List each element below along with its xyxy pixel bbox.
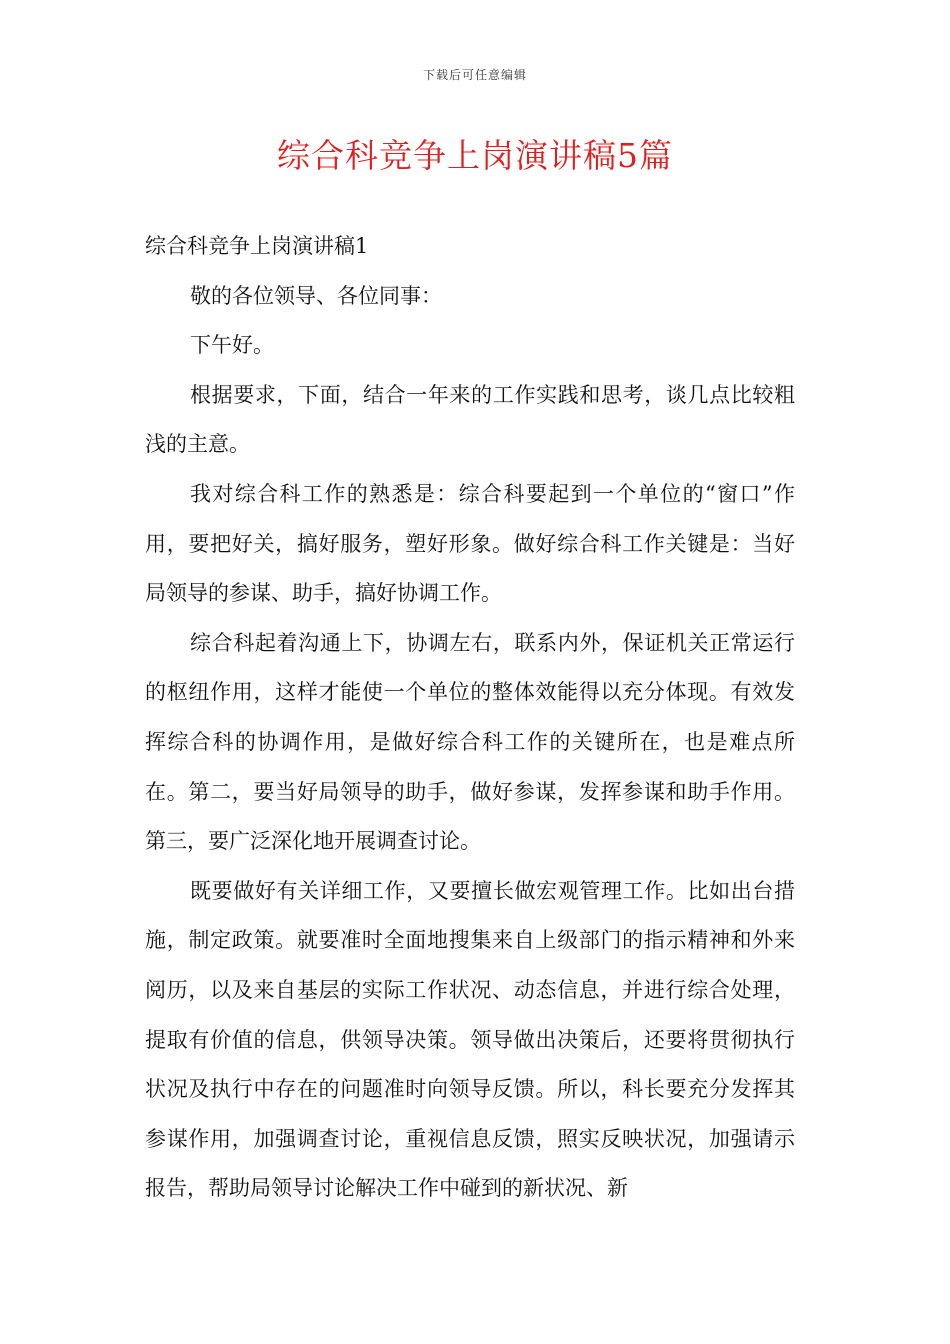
document-title: 综合科竞争上岗演讲稿5篇 — [277, 136, 673, 175]
section-heading: 综合科竞争上岗演讲稿1 — [145, 234, 369, 258]
document-body — [145, 222, 795, 1214]
paragraph-coordination: 综合科起着沟通上下，协调左右，联系内外，保证机关正常运行的枢纽作用，这样才能使一个单位的整体效能得以充分体现。有效发挥综合科的协调作用，是做好综合科工作的关键所在，也是难点所在。第二，要当好局领导的助手，做好参谋，发挥参谋和助手作用。第三，要广泛深化地开展调查讨论。 — [145, 630, 795, 854]
paragraph-salutation: 下午好。 — [190, 333, 274, 358]
paragraph-understanding: 我对综合科工作的熟悉是：综合科要起到一个单位的“窗口”作用，要把好关，搞好服务，塑好形象。做好综合科工作关键是：当好局领导的参谋、助手，搞好协调工作。 — [145, 481, 795, 606]
paragraph-management: 既要做好有关详细工作，又要擅长做宏观管理工作。比如出台措施，制定政策。就要准时全面地搜集来自上级部门的指示精神和外来阅历，以及来自基层的实际工作状况、动态信息，并进行综合处理，提取有价值的信息，供领导决策。领导做出决策后，还要将贯彻执行状况及执行中存在的问题准时向领导反馈。所以，科长要充分发挥其参谋作用，加强调查讨论，重视信息反馈，照实反映状况，加强请示报告，帮助局领导讨论解决工作中碰到的新状况、新 — [145, 878, 795, 1201]
paragraph-intro: 根据要求，下面，结合一年来的工作实践和思考，谈几点比较粗浅的主意。 — [145, 382, 795, 457]
paragraph-greeting: 敬的各位领导、各位同事： — [190, 283, 442, 308]
page-header-note: 下载后可任意编辑 — [422, 68, 527, 82]
